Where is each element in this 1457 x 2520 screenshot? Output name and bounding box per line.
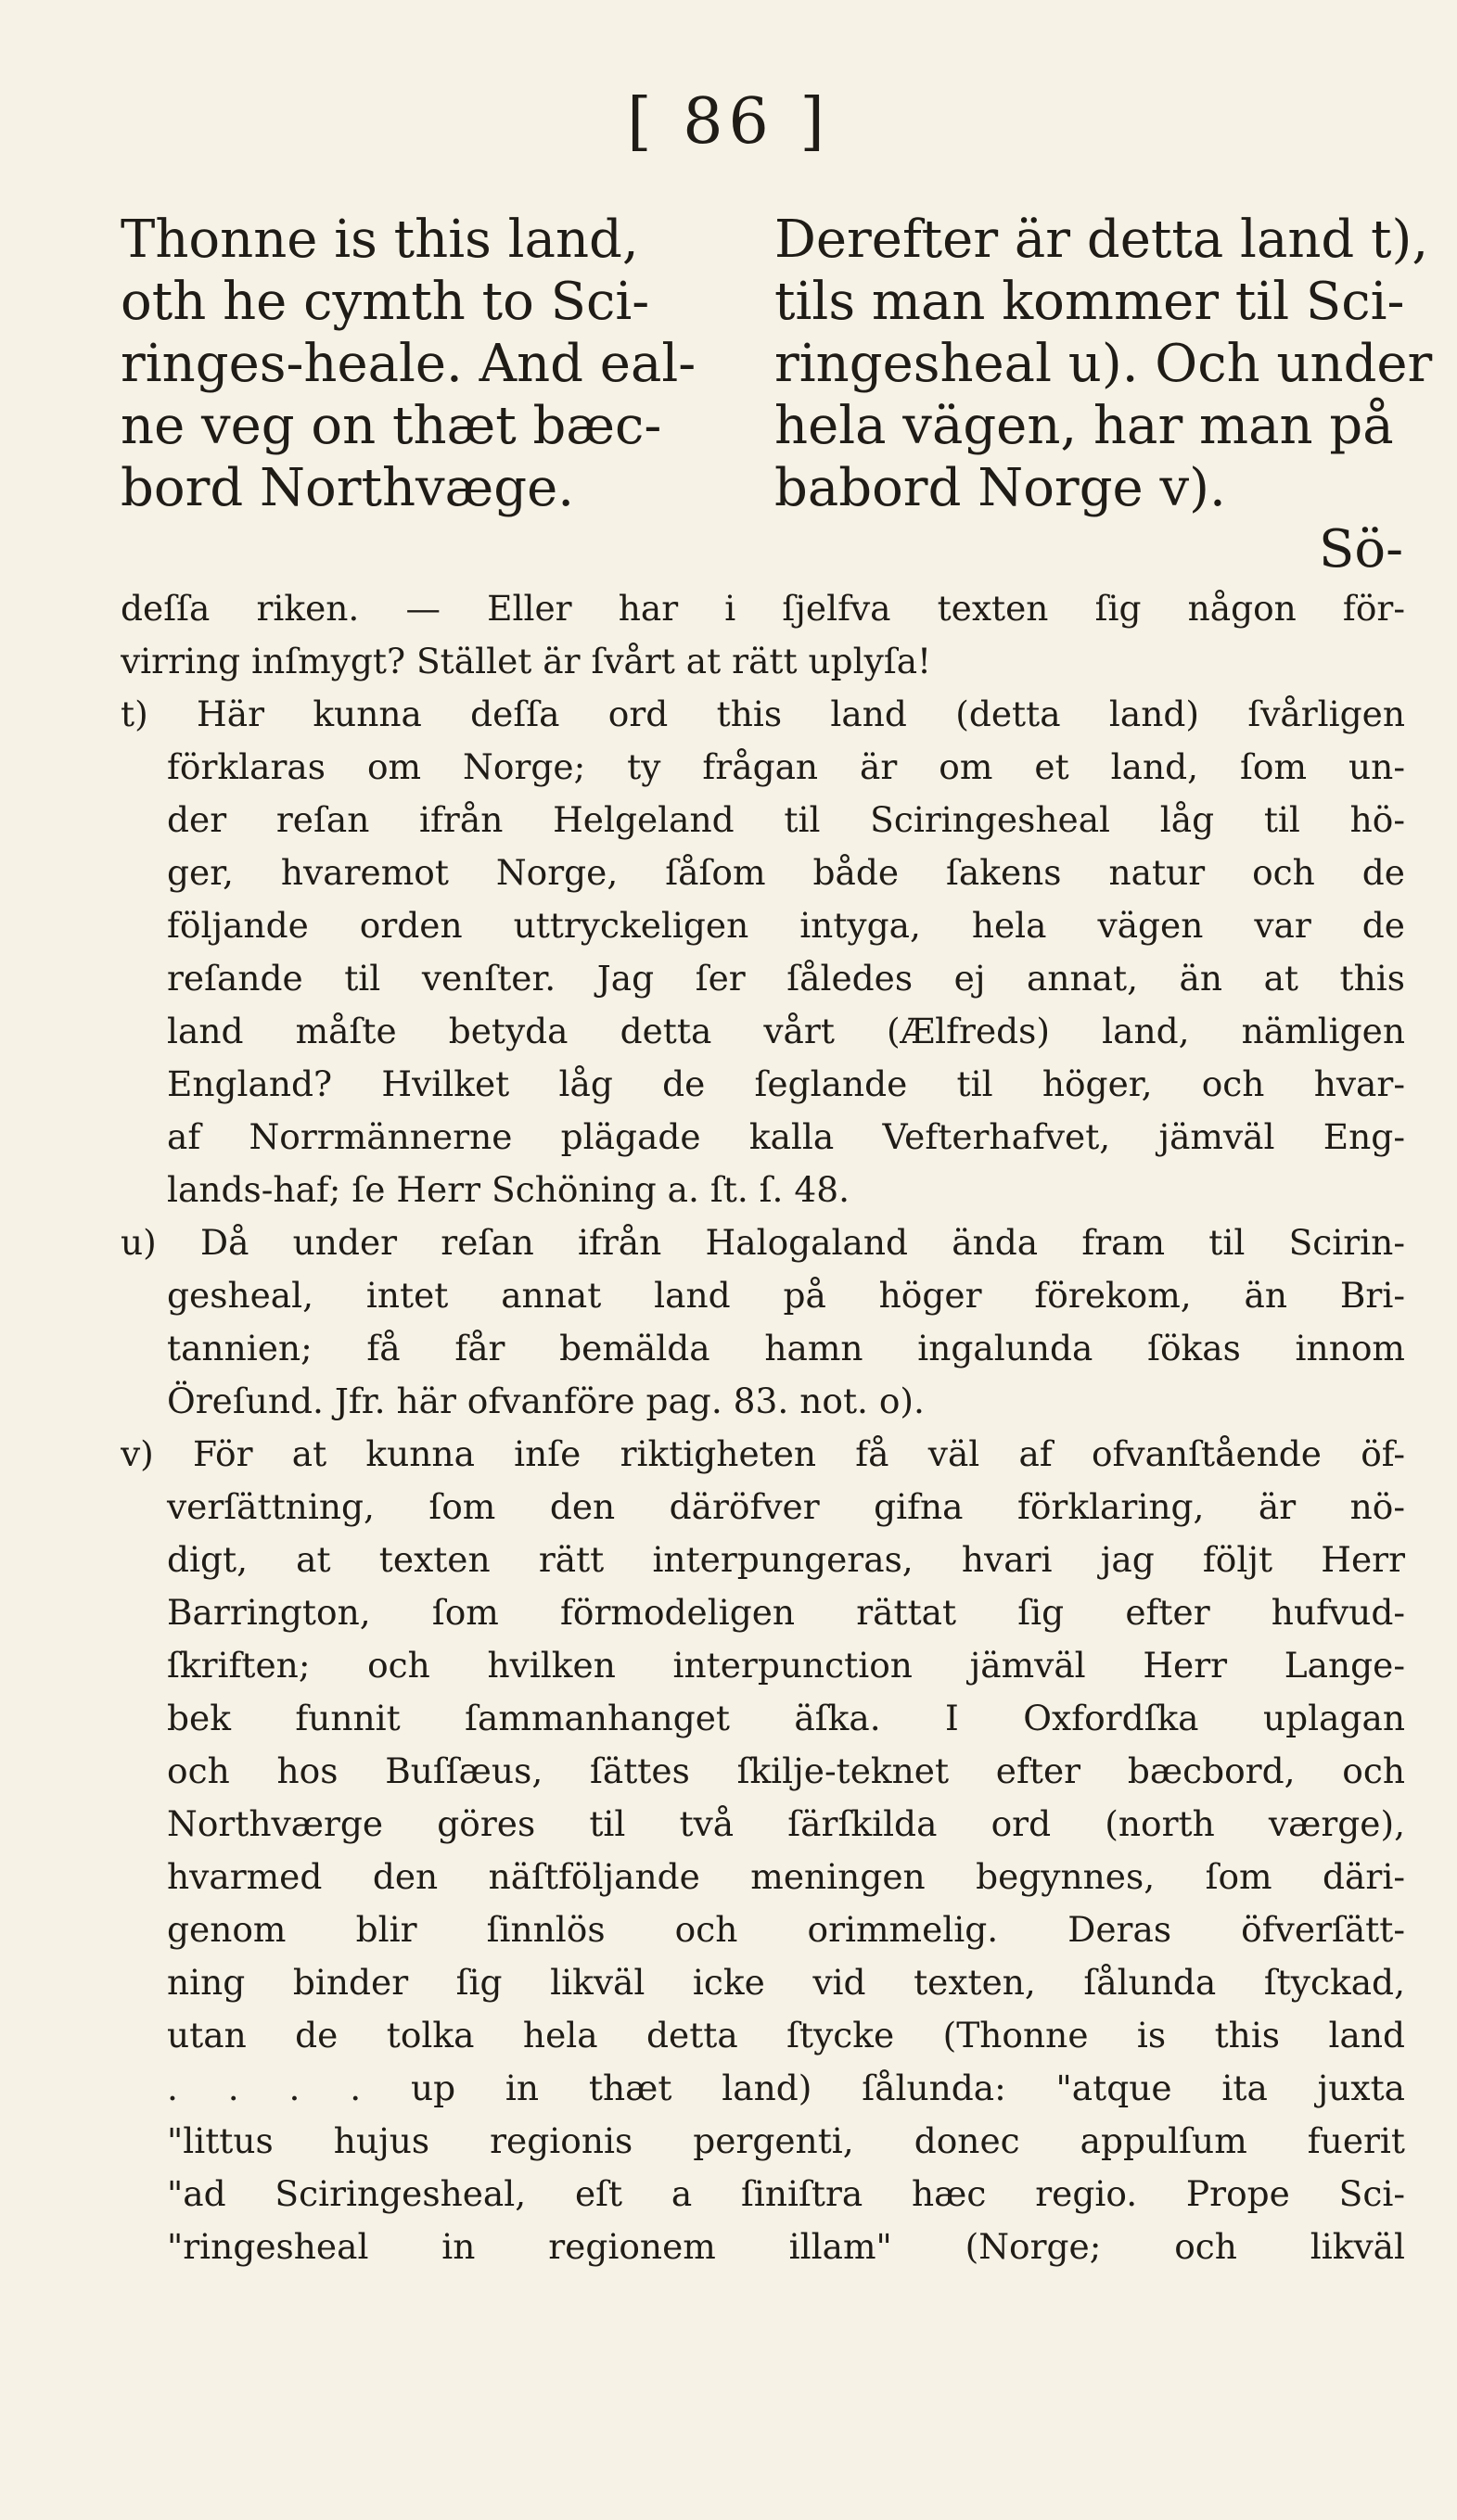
footnote-line: reſande til venſter. Jag ſer ſåledes ej annat, än at this bbox=[167, 958, 1405, 999]
old-english-line: oth he cymth to Sci- bbox=[121, 272, 650, 332]
swedish-line: tils man kommer til Sci- bbox=[774, 272, 1405, 332]
footnote-line: "ringesheal in regionem illam" (Norge; och likväl bbox=[167, 2226, 1405, 2267]
footnote-line: Northværge göres til två ſärſkilda ord (north værge), bbox=[167, 1803, 1405, 1844]
footnote-line: tannien; få får bemälda hamn ingalunda ſökas innom bbox=[167, 1328, 1405, 1368]
footnote-line: ning binder ſig likväl icke vid texten, ſålunda ſtyckad, bbox=[167, 1962, 1405, 2003]
footnote-line: digt, at texten rätt interpungeras, hvari jag följt Herr bbox=[167, 1539, 1405, 1580]
footnote-line: Barrington, ſom förmodeligen rättat ſig efter hufvud- bbox=[167, 1592, 1405, 1633]
footnote-line: genom blir ſinnlös och orimmelig. Deras öfverſätt- bbox=[167, 1909, 1405, 1950]
footnote-line: hvarmed den näſtföljande meningen begynnes, ſom däri- bbox=[167, 1856, 1405, 1897]
footnote-line: utan de tolka hela detta ſtycke (Thonne is this land bbox=[167, 2015, 1405, 2055]
footnote-line: lands-haf; ſe Herr Schöning a. ſt. ſ. 48. bbox=[167, 1169, 850, 1210]
footnote-line: och hos Buſſæus, ſättes ſkilje-teknet efter bæcbord, och bbox=[167, 1750, 1405, 1791]
footnote-line: ſkriften; och hvilken interpunction jämväl Herr Lange- bbox=[167, 1645, 1405, 1686]
footnote-line: virring inſmygt? Stället är ſvårt at rätt uplyſa! bbox=[121, 641, 932, 681]
footnote-line: af Norrmännerne plägade kalla Vefterhafvet, jämväl Eng- bbox=[167, 1116, 1405, 1157]
footnote-line: verſättning, ſom den däröfver gifna förklaring, är nö- bbox=[167, 1486, 1405, 1527]
swedish-column bbox=[774, 209, 1433, 519]
footnote-line: bek funnit ſammanhanget äſka. I Oxfordſka uplagan bbox=[167, 1698, 1405, 1738]
footnote-line: Öreſund. Jfr. här ofvanföre pag. 83. not. o). bbox=[167, 1381, 925, 1421]
swedish-line: babord Norge v). bbox=[774, 458, 1226, 518]
old-english-column bbox=[121, 209, 751, 519]
old-english-line: Thonne is this land, bbox=[121, 210, 639, 270]
footnotes bbox=[121, 582, 1405, 2273]
footnote-line: t) Här kunna deſſa ord this land (detta land) ſvårligen bbox=[121, 694, 1405, 734]
old-english-line: bord Northvæge. bbox=[121, 458, 575, 518]
footnote-line: . . . . up in thæt land) ſålunda: "atque ita juxta bbox=[167, 2068, 1405, 2108]
footnote-line: v) För at kunna inſe riktigheten få väl af ofvanſtående öf- bbox=[121, 1433, 1405, 1474]
footnote-line: ger, hvaremot Norge, ſåſom både ſakens natur och de bbox=[167, 852, 1405, 893]
swedish-line: hela vägen, har man på bbox=[774, 396, 1394, 456]
swedish-line: ringesheal u). Och under bbox=[774, 334, 1433, 394]
footnote-line: följande orden uttryckeligen intyga, hela vägen var de bbox=[167, 905, 1405, 946]
swedish-line: Derefter är detta land t), bbox=[774, 210, 1429, 270]
parallel-text bbox=[121, 209, 1433, 533]
footnote-line: der reſan ifrån Helgeland til Sciringesheal låg til hö- bbox=[167, 799, 1405, 840]
page-number: [ 86 ] bbox=[627, 85, 830, 159]
footnote-line: "littus hujus regionis pergenti, donec appulſum fuerit bbox=[167, 2120, 1405, 2161]
old-english-line: ne veg on thæt bæc- bbox=[121, 396, 662, 456]
footnote-line: England? Hvilket låg de ſeglande til höger, och hvar- bbox=[167, 1063, 1405, 1104]
footnote-line: förklaras om Norge; ty frågan är om et land, ſom un- bbox=[167, 746, 1405, 787]
footnote-line: land måſte betyda detta vårt (Ælfreds) land, nämligen bbox=[167, 1011, 1405, 1051]
footnote-line: gesheal, intet annat land på höger förekom, än Bri- bbox=[167, 1275, 1405, 1316]
footnote-line: deſſa riken. — Eller har i ſjelfva texten ſig någon för- bbox=[121, 588, 1405, 629]
old-english-line: ringes-heale. And eal- bbox=[121, 334, 697, 394]
catchword: Sö- bbox=[1319, 519, 1403, 579]
footnote-line: u) Då under reſan ifrån Halogaland ända fram til Scirin- bbox=[121, 1222, 1405, 1263]
footnote-line: "ad Sciringesheal, eſt a ſiniſtra hæc regio. Prope Sci- bbox=[167, 2173, 1405, 2214]
